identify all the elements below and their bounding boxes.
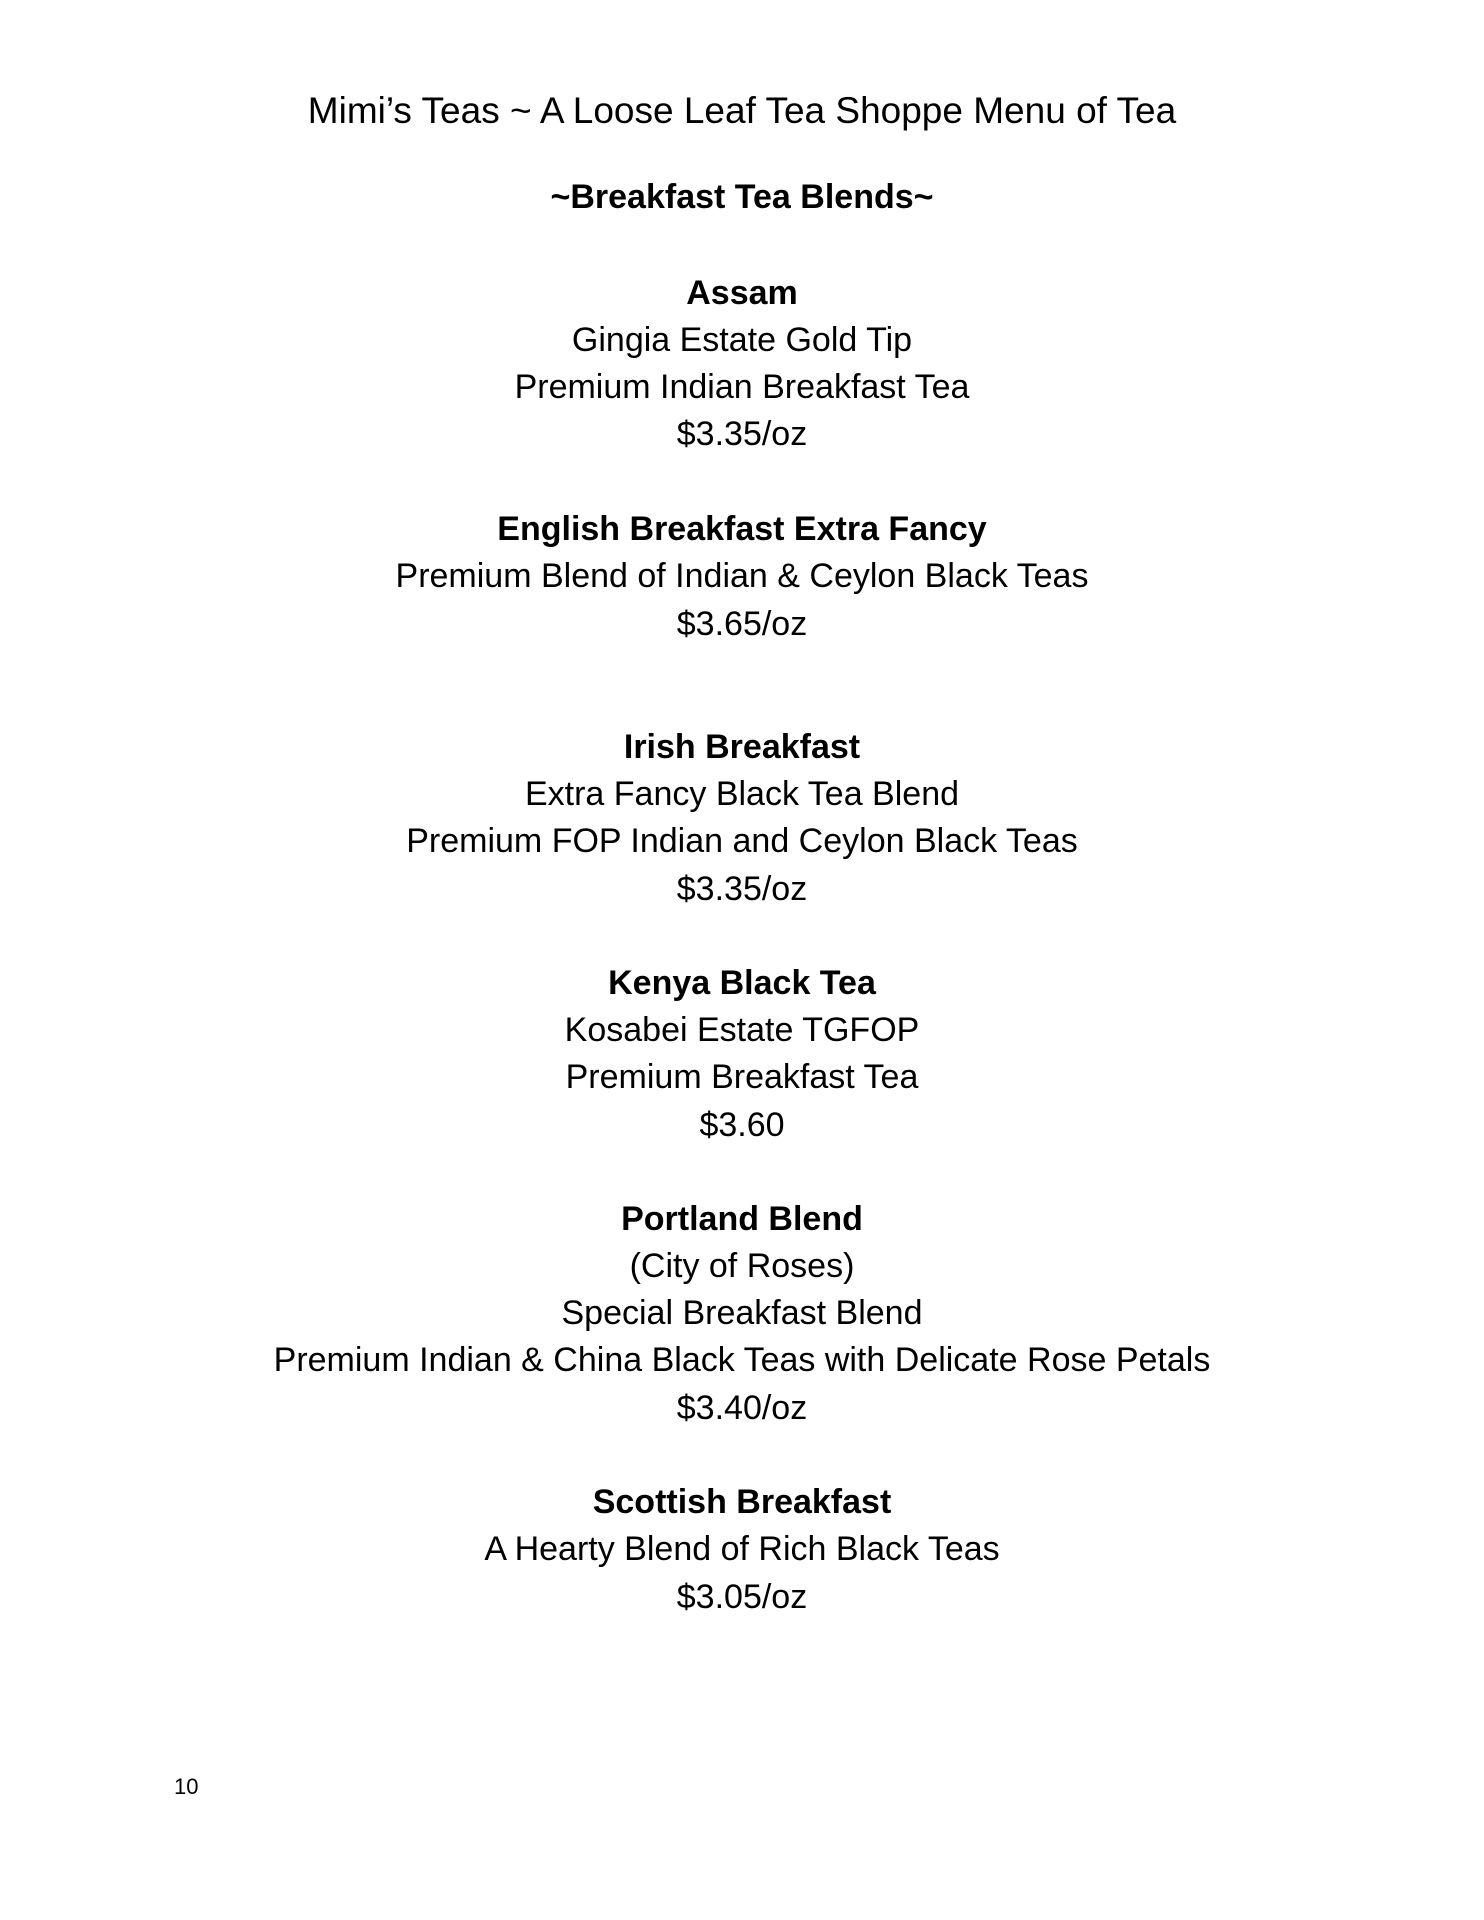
tea-description: Premium Blend of Indian & Ceylon Black Teas <box>395 557 1089 595</box>
tea-price: $3.35/oz <box>676 415 808 453</box>
tea-name-english-breakfast: English Breakfast Extra Fancy <box>497 510 987 548</box>
tea-price: $3.05/oz <box>676 1578 808 1616</box>
tea-name-assam: Assam <box>686 274 798 312</box>
tea-description: A Hearty Blend of Rich Black Teas <box>484 1530 1000 1568</box>
tea-description: (City of Roses) <box>629 1247 855 1285</box>
tea-description: Extra Fancy Black Tea Blend <box>524 775 960 813</box>
tea-name-kenya-black-tea: Kenya Black Tea <box>608 964 876 1002</box>
tea-description: Premium Indian Breakfast Tea <box>514 368 970 406</box>
tea-name-scottish-breakfast: Scottish Breakfast <box>592 1483 892 1521</box>
tea-price: $3.65/oz <box>676 605 808 643</box>
tea-description: Premium Indian & China Black Teas with Delicate Rose Petals <box>273 1341 1211 1379</box>
tea-price: $3.35/oz <box>676 870 808 908</box>
tea-description: Premium Breakfast Tea <box>565 1058 919 1096</box>
tea-description: Special Breakfast Blend <box>561 1294 923 1332</box>
tea-name-portland-blend: Portland Blend <box>621 1200 863 1238</box>
tea-price: $3.60 <box>699 1106 785 1144</box>
tea-description: Kosabei Estate TGFOP <box>564 1011 920 1049</box>
tea-price: $3.40/oz <box>676 1389 808 1427</box>
section-heading: ~Breakfast Tea Blends~ <box>550 178 934 216</box>
tea-description: Premium FOP Indian and Ceylon Black Teas <box>406 822 1078 860</box>
page-title: Mimi’s Teas ~ A Loose Leaf Tea Shoppe Menu of Tea <box>307 90 1177 131</box>
page-number: 10 <box>174 1774 199 1799</box>
tea-description: Gingia Estate Gold Tip <box>571 321 913 359</box>
tea-name-irish-breakfast: Irish Breakfast <box>623 728 861 766</box>
